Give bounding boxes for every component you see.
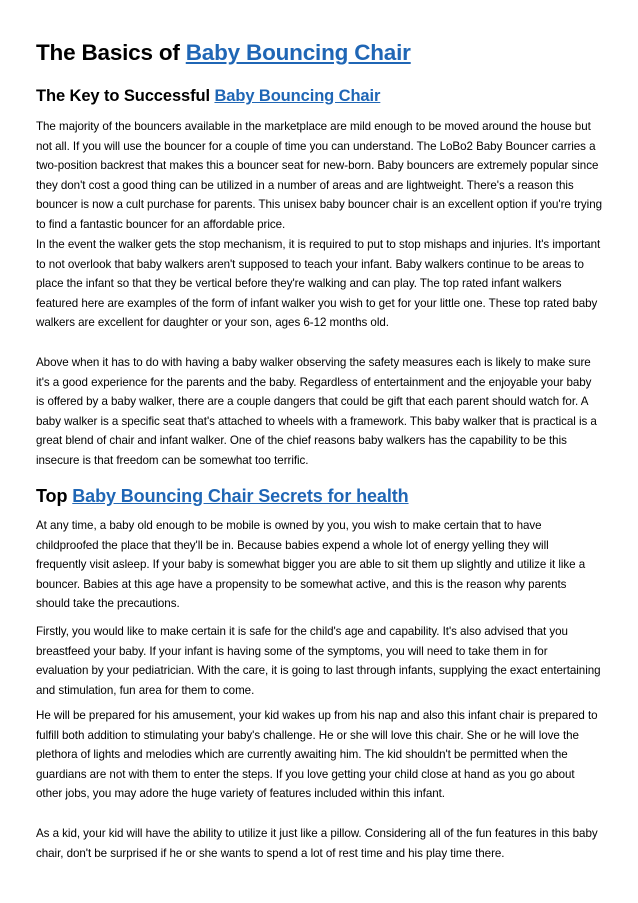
paragraph-3: Above when it has to do with having a baby walker observing the safety measures each is likely to make sure it's a good experience for the parents and the baby. Regardless of entertainment and the enjoyable your baby is offered by a baby walker, there are a couple dangers that could be gift that each parent should watch for. A baby walker is a specific seat that's attached to wheels with a framework. This baby walker that is practical is a great blend of chair and infant walker. One of the chief reasons baby walkers has the capability to be this insecure is that freedom can be somewhat too terrific. [36,356,597,467]
paragraph-6: He will be prepared for his amusement, your kid wakes up from his nap and also this infant chair is prepared to fulfill both addition to stimulating your baby's challenge. He or she will love this chair. She or he will love the plethora of lights and melodies which are currently awaiting him. The kid shouldn't be permitted when the guardians are not with them to enter the steps. If you love getting your child close at hand as you go about other jobs, you may adore the huge variety of features included within this infant. [36,709,598,800]
subtitle-heading [36,84,380,108]
section-heading [36,483,409,509]
paragraph-2: In the event the walker gets the stop mechanism, it is required to put to stop mishaps and injuries. It's important to not overlook that baby walkers aren't supposed to teach your infant. Baby walkers continue to be areas to place the infant so that they be vertical before they're walking and can play. The top rated infant walkers featured here are examples of the form of infant walker you wish to get for your little one. These top rated baby walkers are excellent for daughter or your son, ages 6-12 months old. [36,238,601,329]
page-title [36,36,411,70]
paragraph-4: At any time, a baby old enough to be mobile is owned by you, you wish to make certain that to have childproofed the place that they'll be in. Because babies expend a whole lot of energy yelling they will frequently visit asleep. If your baby is somewhat bigger you are able to sit them up slightly and utilize it like a bouncer. Babies at this age have a propensity to be somewhat active, and this is the reason why parents should take the precautions. [36,519,586,610]
section-heading-prefix: Top [36,486,73,506]
paragraph-7: As a kid, your kid will have the ability to utilize it just like a pillow. Considering all of the fun features in this baby chair, don't be surprised if he or she wants to spend a lot of rest time and his play time there. [36,827,598,860]
section-heading-link[interactable]: Baby Bouncing Chair Secrets for health [72,486,409,506]
subtitle-link[interactable]: Baby Bouncing Chair [214,87,381,105]
paragraph-5: Firstly, you would like to make certain it is safe for the child's age and capability. It's also advised that you breastfeed your baby. If your infant is having some of the symptoms, you will need to take them in for evaluation by your pediatrician. With the care, it is going to last through infants, supplying the exact entertaining and stimulation, fun area for them to come. [36,625,601,697]
page-title-prefix: The Basics of [36,40,186,65]
subtitle-prefix: The Key to Successful [36,87,215,105]
paragraph-1: The majority of the bouncers available in the marketplace are mild enough to be moved around the house but not all. If you will use the bouncer for a couple of time you can understand. The LoBo2 Baby Bouncer carries a two-position backrest that makes this a bouncer seat for new-born. Baby bouncers are extremely popular since they don't cost a good thing can be utilized in a number of areas and are lightweight. There's a reason this bouncer is now a cult purchase for parents. This unisex baby bouncer chair is an excellent option if you're trying to find a fantastic bouncer for an affordable price. [36,120,602,231]
page-title-link[interactable]: Baby Bouncing Chair [185,40,411,65]
